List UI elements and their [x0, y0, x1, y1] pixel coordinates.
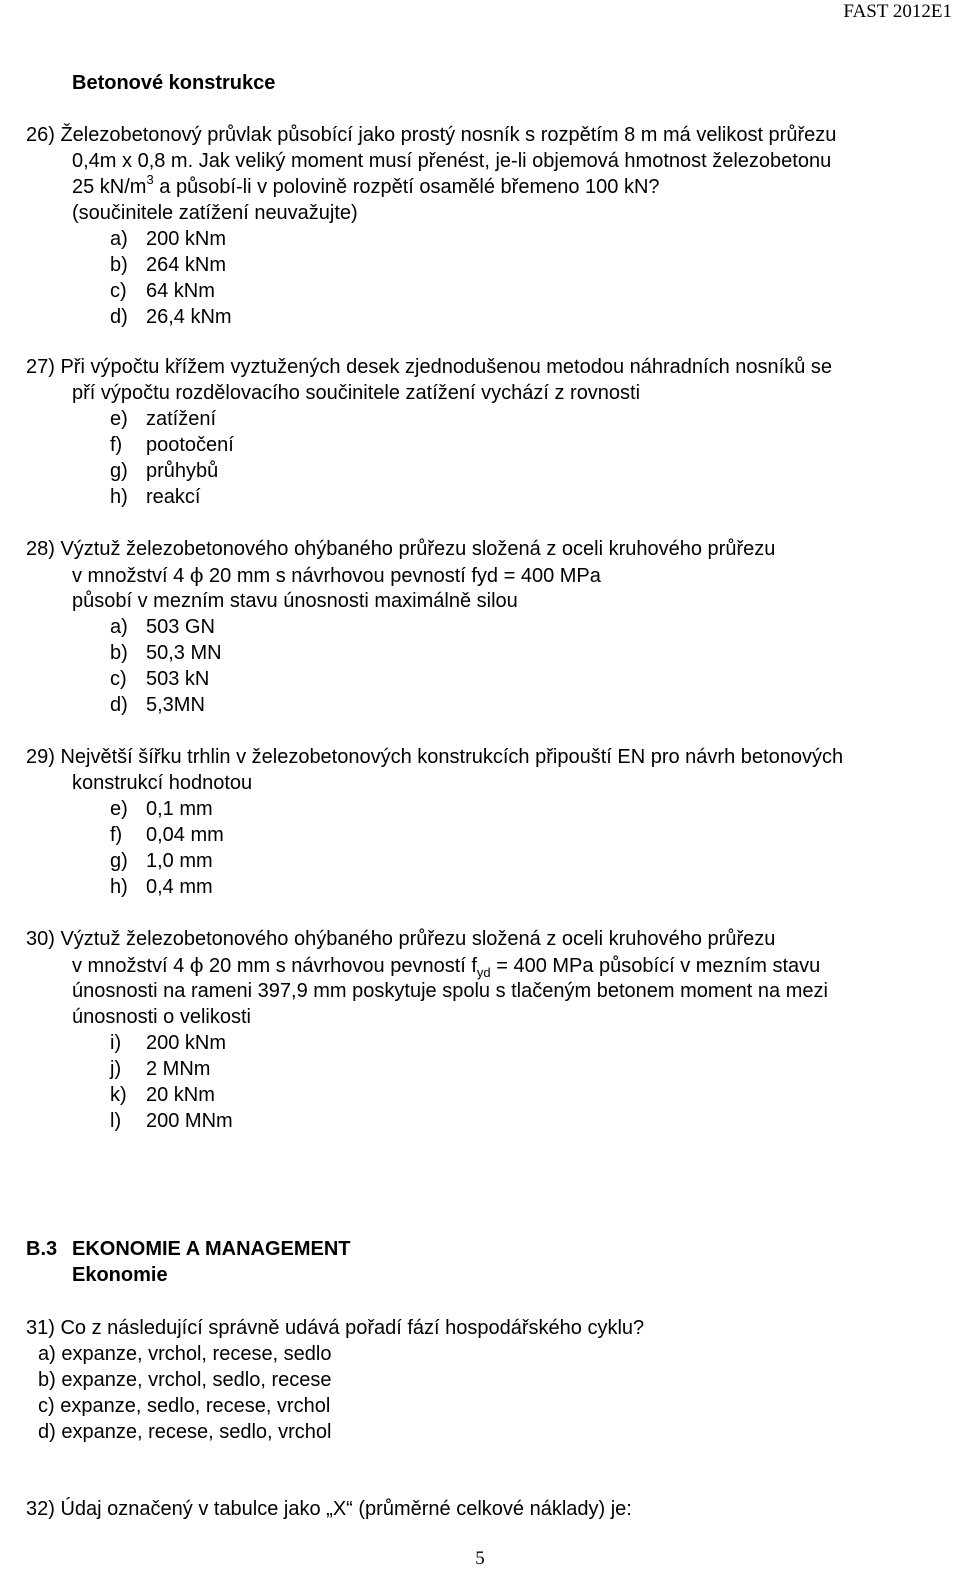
option-label: l) — [110, 1110, 122, 1132]
option-label: i) — [110, 1032, 122, 1054]
option-text: 50,3 MN — [146, 642, 222, 664]
answer-option[interactable] — [110, 1030, 226, 1056]
option-label: h) — [110, 876, 128, 898]
question-28-line-2 — [72, 562, 601, 589]
answer-option[interactable] — [110, 1082, 215, 1108]
line-2-mid: 20 mm s návrhovou pevností f — [203, 955, 477, 977]
option-label: c) — [110, 280, 127, 302]
section-b3-title: EKONOMIE A MANAGEMENT — [72, 1238, 351, 1260]
option-label: d) — [110, 306, 128, 328]
line-2-start: v množství 4 — [72, 955, 190, 977]
option-text: zatížení — [146, 408, 217, 430]
option-label: f) — [110, 434, 123, 456]
option-label: f) — [110, 824, 123, 846]
option-label: b) — [110, 254, 128, 276]
option-text: 0,04 mm — [146, 824, 224, 846]
answer-option[interactable] — [110, 822, 224, 848]
question-30-line-3: únosnosti na rameni 397,9 mm poskytuje spolu s tlačeným betonem moment na mezi — [72, 980, 828, 1002]
section-title: Betonové konstrukce — [72, 72, 276, 94]
option-label: c) — [110, 668, 127, 690]
option-label: d) — [110, 694, 128, 716]
question-26-line-1: 26) Železobetonový průvlak působící jako prostý nosník s rozpětím 8 m má velikost průřezu — [26, 124, 837, 146]
option-label: b) — [110, 642, 128, 664]
line-2-rest: 20 mm s návrhovou pevností fyd = 400 MPa — [203, 565, 601, 587]
option-text: průhybů — [146, 460, 219, 482]
question-32-line-1: 32) Údaj označený v tabulce jako „X“ (průměrné celkové náklady) je: — [26, 1498, 632, 1520]
answer-option[interactable] — [110, 796, 213, 822]
option-label: e) — [110, 798, 128, 820]
option-text: 200 MNm — [146, 1110, 233, 1132]
answer-option[interactable] — [110, 692, 205, 718]
answer-option[interactable] — [110, 484, 200, 510]
superscript: 3 — [146, 172, 154, 187]
option-label: g) — [110, 850, 128, 872]
option-label: a) — [110, 616, 128, 638]
answer-option[interactable] — [110, 252, 226, 278]
section-b3-code: B.3 — [26, 1238, 58, 1260]
option-text: 503 kN — [146, 668, 210, 690]
question-28-line-3: působí v mezním stavu únosnosti maximálně silou — [72, 590, 518, 612]
answer-option[interactable] — [110, 226, 226, 252]
answer-option[interactable] — [110, 278, 215, 304]
question-30-line-2 — [72, 952, 820, 979]
answer-option[interactable]: b) expanze, vrchol, sedlo, recese — [38, 1369, 332, 1391]
option-text: pootočení — [146, 434, 234, 456]
option-label: k) — [110, 1084, 127, 1106]
answer-option[interactable] — [110, 666, 209, 692]
answer-option[interactable] — [110, 432, 234, 458]
question-29-line-2: konstrukcí hodnotou — [72, 772, 253, 794]
option-text: 503 GN — [146, 616, 215, 638]
option-text: 200 kNm — [146, 228, 227, 250]
option-text: 200 kNm — [146, 1032, 227, 1054]
option-label: g) — [110, 460, 128, 482]
line-2-rest: = 400 MPa působící v mezním stavu — [490, 955, 821, 977]
option-label: h) — [110, 486, 128, 508]
unit-text: 25 kN/m — [72, 176, 147, 198]
phi-symbol: ϕ — [189, 953, 204, 977]
answer-option[interactable]: a) expanze, vrchol, recese, sedlo — [38, 1343, 332, 1365]
section-b3-heading — [26, 1236, 57, 1262]
option-text: 1,0 mm — [146, 850, 213, 872]
option-text: 264 kNm — [146, 254, 227, 276]
answer-option[interactable] — [110, 614, 215, 640]
answer-option[interactable] — [110, 458, 218, 484]
line-3-rest: a působí-li v polovině rozpětí osamělé břemeno 100 kN? — [153, 176, 660, 198]
option-text: 5,3MN — [146, 694, 205, 716]
answer-option[interactable] — [110, 874, 213, 900]
question-30-line-1: 30) Výztuž železobetonového ohýbaného průřezu složená z oceli kruhového průřezu — [26, 928, 776, 950]
question-31-line-1: 31) Co z následující správně udává pořadí fází hospodářského cyklu? — [26, 1317, 645, 1339]
line-2-start: v množství 4 — [72, 565, 190, 587]
option-label: a) — [110, 228, 128, 250]
question-29-line-1: 29) Největší šířku trhlin v železobetonových konstrukcích připouští EN pro návrh betonových — [26, 746, 844, 768]
phi-symbol: ϕ — [189, 563, 204, 587]
page-number: 5 — [475, 1548, 485, 1569]
question-28-line-1: 28) Výztuž železobetonového ohýbaného průřezu složená z oceli kruhového průřezu — [26, 538, 776, 560]
question-27-line-1: 27) Při výpočtu křížem vyztužených desek zjednodušenou metodou náhradních nosníků se — [26, 356, 833, 378]
answer-option[interactable] — [110, 1056, 210, 1082]
option-text: 26,4 kNm — [146, 306, 232, 328]
question-26-line-4: (součinitele zatížení neuvažujte) — [72, 202, 358, 224]
option-text: 2 MNm — [146, 1058, 211, 1080]
question-26-line-3 — [72, 174, 660, 200]
section-b3-subtitle: Ekonomie — [72, 1264, 168, 1286]
option-text: 0,4 mm — [146, 876, 213, 898]
answer-option[interactable] — [110, 304, 232, 330]
answer-option[interactable] — [110, 848, 213, 874]
subscript: yd — [476, 965, 491, 980]
answer-option[interactable] — [110, 406, 216, 432]
option-text: 0,1 mm — [146, 798, 213, 820]
option-text: reakcí — [146, 486, 201, 508]
option-label: j) — [110, 1058, 122, 1080]
option-text: 64 kNm — [146, 280, 215, 302]
question-27-line-2: pří výpočtu rozdělovacího součinitele zatížení vychází z rovnosti — [72, 382, 641, 404]
answer-option[interactable]: d) expanze, recese, sedlo, vrchol — [38, 1421, 332, 1443]
question-26-line-2: 0,4m x 0,8 m. Jak veliký moment musí přenést, je-li objemová hmotnost železobetonu — [72, 150, 832, 172]
question-30-line-4: únosnosti o velikosti — [72, 1006, 251, 1028]
option-label: e) — [110, 408, 128, 430]
answer-option[interactable] — [110, 640, 222, 666]
answer-option[interactable]: c) expanze, sedlo, recese, vrchol — [38, 1395, 331, 1417]
answer-option[interactable] — [110, 1108, 233, 1134]
page-header-code: FAST 2012E1 — [843, 1, 952, 22]
option-text: 20 kNm — [146, 1084, 215, 1106]
